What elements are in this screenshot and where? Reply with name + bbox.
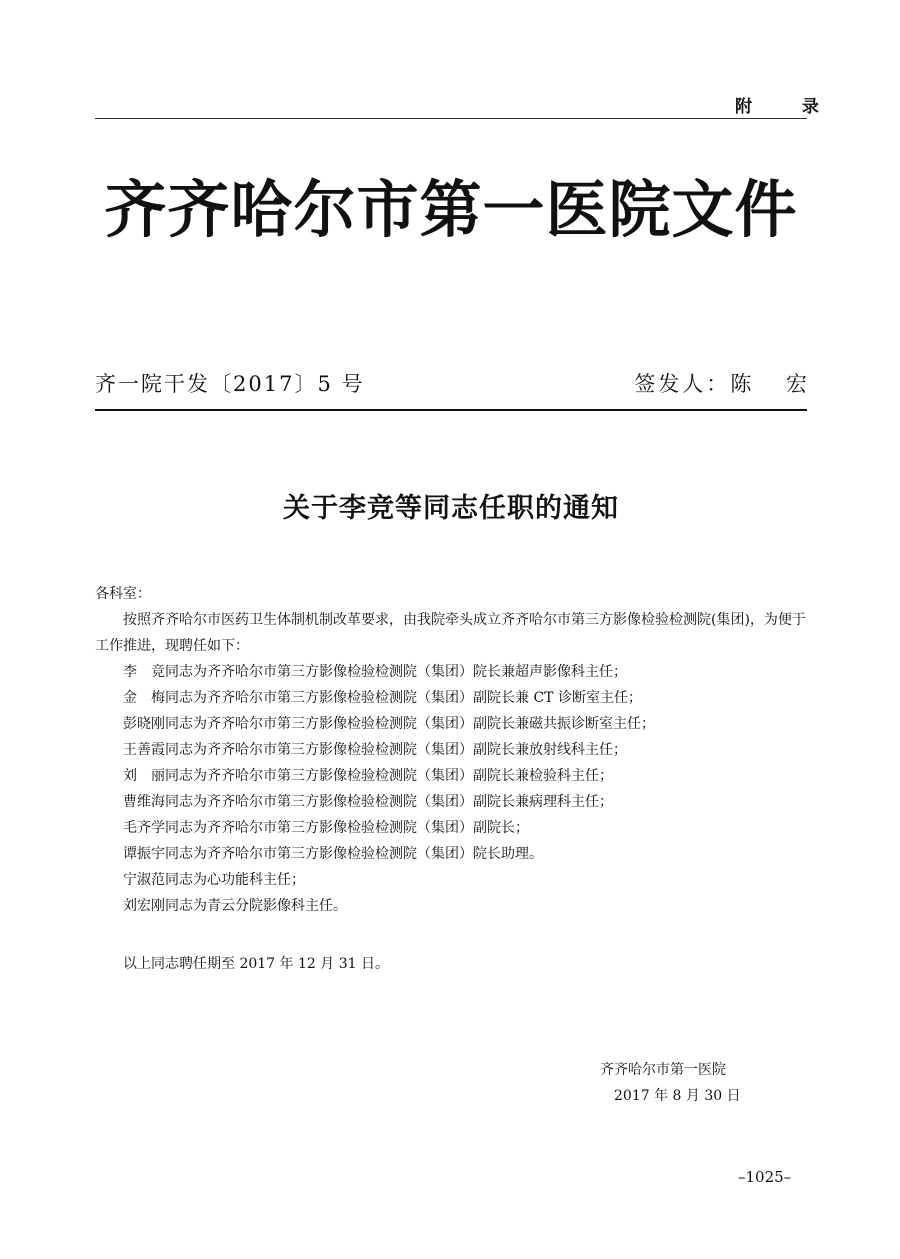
document-number: 齐一院干发〔2017〕5 号 [95,372,365,396]
signer-name: 陈 宏 [730,372,821,396]
salutation: 各科室： [95,586,151,602]
appointment-item: 刘宏刚同志为青云分院影像科主任。 [123,898,347,914]
appointment-list [123,659,807,919]
document-masthead: 齐齐哈尔市第一医院文件 [104,173,798,246]
appointment-item: 金 梅同志为齐齐哈尔市第三方影像检验检测院（集团）副院长兼 CT 诊断室主任； [123,690,642,706]
page-number: –1025– [738,1168,792,1186]
issuing-organization: 齐齐哈尔市第一医院 [600,1062,726,1078]
term-statement: 以上同志聘任期至 2017 年 12 月 31 日。 [123,956,389,972]
appointment-item: 宁淑范同志为心功能科主任； [123,872,305,888]
issue-date: 2017 年 8 月 30 日 [614,1088,741,1104]
appointment-item: 谭振宇同志为齐齐哈尔市第三方影像检验检测院（集团）院长助理。 [123,846,543,862]
section-label: 附 录 [735,97,841,117]
intro-paragraph: 按照齐齐哈尔市医药卫生体制机制改革要求，由我院牵头成立齐齐哈尔市第三方影像检验检测院(集团)，为便于工作推进，现聘任如下： [95,612,806,654]
appointment-item: 曹维海同志为齐齐哈尔市第三方影像检验检测院（集团）副院长兼病理科主任； [123,794,613,810]
notice-title: 关于李竞等同志任职的通知 [283,493,619,524]
appointment-item: 李 竞同志为齐齐哈尔市第三方影像检验检测院（集团）院长兼超声影像科主任； [123,664,627,680]
appointment-item: 王善霞同志为齐齐哈尔市第三方影像检验检测院（集团）副院长兼放射线科主任； [123,742,627,758]
signer-label: 签发人： [634,372,731,396]
header-rule [95,118,807,119]
appointment-item: 彭晓刚同志为齐齐哈尔市第三方影像检验检测院（集团）副院长兼磁共振诊断室主任； [123,716,655,732]
appointment-item: 刘 丽同志为齐齐哈尔市第三方影像检验检测院（集团）副院长兼检验科主任； [123,768,613,784]
signer-block [634,368,821,398]
appointment-item: 毛齐学同志为齐齐哈尔市第三方影像检验检测院（集团）副院长； [123,820,529,836]
masthead-rule [95,409,807,411]
